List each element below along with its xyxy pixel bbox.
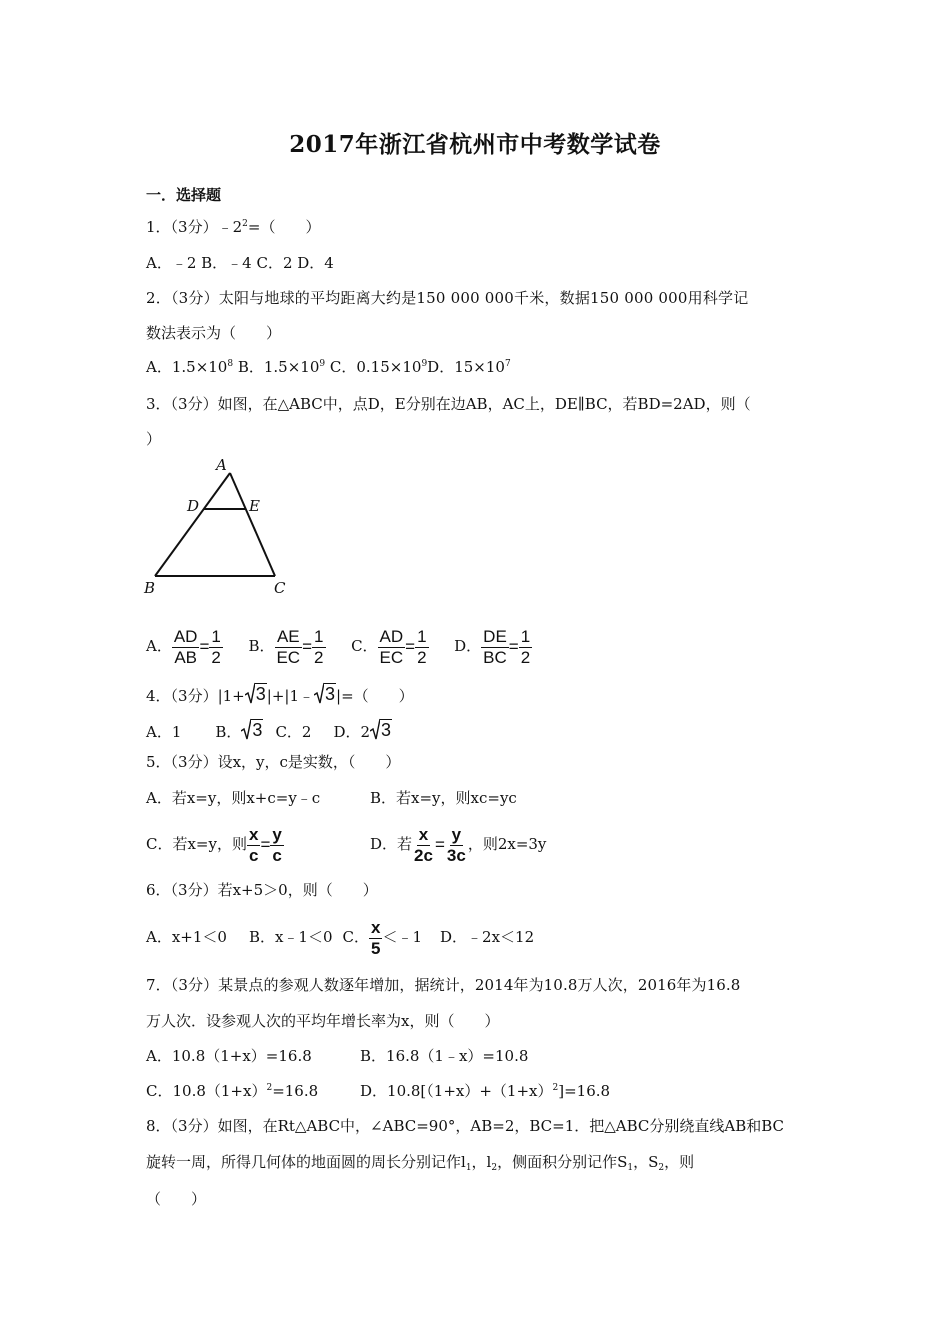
q6-option-a[interactable]: A．x+1＜0 bbox=[146, 928, 227, 946]
question-1-stem: 1．（3分）$﹣2^2=$（ ） bbox=[146, 218, 321, 236]
question-2-stem-line2: 数法表示为（ ） bbox=[146, 324, 282, 342]
sqrt-3: 3 bbox=[245, 682, 267, 704]
question-7-stem-line1: 7．（3分）某景点的参观人数逐年增加，据统计，2014年为10.8万人次，2016年为16.8 bbox=[146, 976, 741, 994]
question-8-stem-line2: 旋转一周，所得几何体的地面圆的周长分别记作$l_1$，$l_2$，侧面积分别记作$S_1$，$S_2$，则 bbox=[146, 1153, 695, 1173]
question-2-stem-line1: 2．（3分）太阳与地球的平均距离大约是150 000 000千米，数据150 000 000用科学记 bbox=[146, 289, 749, 307]
sqrt-3: 3 bbox=[370, 718, 392, 740]
question-4-stem: 4．（3分）|1+ 3 |+|1﹣ 3 |=（ ） bbox=[146, 684, 414, 705]
question-8-stem-line3: （ ） bbox=[146, 1190, 207, 1208]
vertex-label-b: B bbox=[144, 579, 156, 597]
vertex-label-c: C bbox=[274, 579, 286, 597]
triangle-figure bbox=[140, 455, 300, 600]
q5-option-d[interactable]: D．若 $\frac{x}{2c}$ = $\frac{y}{3c}$ ，则2x=3y bbox=[370, 824, 547, 865]
question-6-options bbox=[146, 916, 534, 959]
page-title: 2017年浙江省杭州市中考数学试卷 bbox=[289, 131, 661, 158]
q6-option-c[interactable]: C． $\frac{x}{5}$ ＜﹣1 bbox=[342, 917, 423, 958]
question-2-options: A．$1.5\times 10^8$ B．$1.5\times 10^9$ C．$0.15\times 10^9D$．$15\times 10^7$ bbox=[146, 358, 511, 376]
question-3-stem-line2: ） bbox=[146, 430, 162, 448]
q7-option-b[interactable]: B．16.8（1﹣x）=10.8 bbox=[360, 1047, 529, 1065]
section-heading: 一．选择题 bbox=[146, 186, 222, 204]
sqrt-3: 3 bbox=[314, 682, 336, 704]
q3-option-c[interactable]: C． $\frac{AD}{EC}$ = $\frac{1}{2}$ bbox=[351, 626, 427, 667]
q5-option-a[interactable]: A．若x=y，则x+c=y﹣c bbox=[146, 789, 321, 807]
q6-option-b[interactable]: B．x﹣1＜0 bbox=[248, 928, 333, 946]
edge-ac bbox=[230, 473, 275, 576]
q3-option-a[interactable]: A． $\frac{AD}{AB}$ = $\frac{1}{2}$ bbox=[146, 626, 221, 667]
question-3-stem-line1: 3．（3分）如图，在△ABC中，点D，E分别在边AB，AC上，DE∥BC，若BD=2AD，则（ bbox=[146, 395, 751, 413]
q7-option-d[interactable]: D．$10.8[(1+x)+(1+x)^2]=16.8$ bbox=[360, 1082, 611, 1100]
edge-ab bbox=[155, 473, 230, 576]
q3-option-d[interactable]: D． $\frac{DE}{BC}$ = $\frac{1}{2}$ bbox=[454, 626, 531, 667]
q7-option-c[interactable]: C．$10.8(1+x)^2=16.8$ bbox=[146, 1082, 319, 1100]
sqrt-3: 3 bbox=[241, 718, 263, 740]
point-label-e: E bbox=[249, 497, 260, 515]
vertex-label-a: A bbox=[216, 456, 227, 474]
question-8-stem-line1: 8．（3分）如图，在Rt△ABC中，∠ABC=90°，AB=2，BC=1．把△ABC分别绕直线AB和BC bbox=[146, 1117, 785, 1135]
q5-option-b[interactable]: B．若x=y，则xc=yc bbox=[370, 789, 517, 807]
question-3-options bbox=[146, 624, 532, 669]
question-7-stem-line2: 万人次．设参观人次的平均年增长率为x，则（ ） bbox=[146, 1012, 500, 1030]
question-1-options: A．﹣2 B．﹣4 C．2 D．4 bbox=[146, 254, 334, 272]
q6-option-d[interactable]: D．﹣2x＜12 bbox=[440, 928, 535, 946]
q3-option-b[interactable]: B． $\frac{AE}{EC}$ = $\frac{1}{2}$ bbox=[248, 626, 324, 667]
question-6-stem: 6．（3分）若x+5＞0，则（ ） bbox=[146, 881, 378, 899]
q7-option-a[interactable]: A．10.8（1+x）=16.8 bbox=[146, 1047, 312, 1065]
q5-option-c[interactable]: C．若x=y，则 $\frac{x}{c}$ = $\frac{y}{c}$ bbox=[146, 824, 282, 865]
question-5-stem: 5．（3分）设x，y，c是实数，（ ） bbox=[146, 753, 401, 771]
point-label-d: D bbox=[187, 497, 200, 515]
question-4-options: A．1 B． 3 C．2 D．2 3 bbox=[146, 720, 392, 741]
